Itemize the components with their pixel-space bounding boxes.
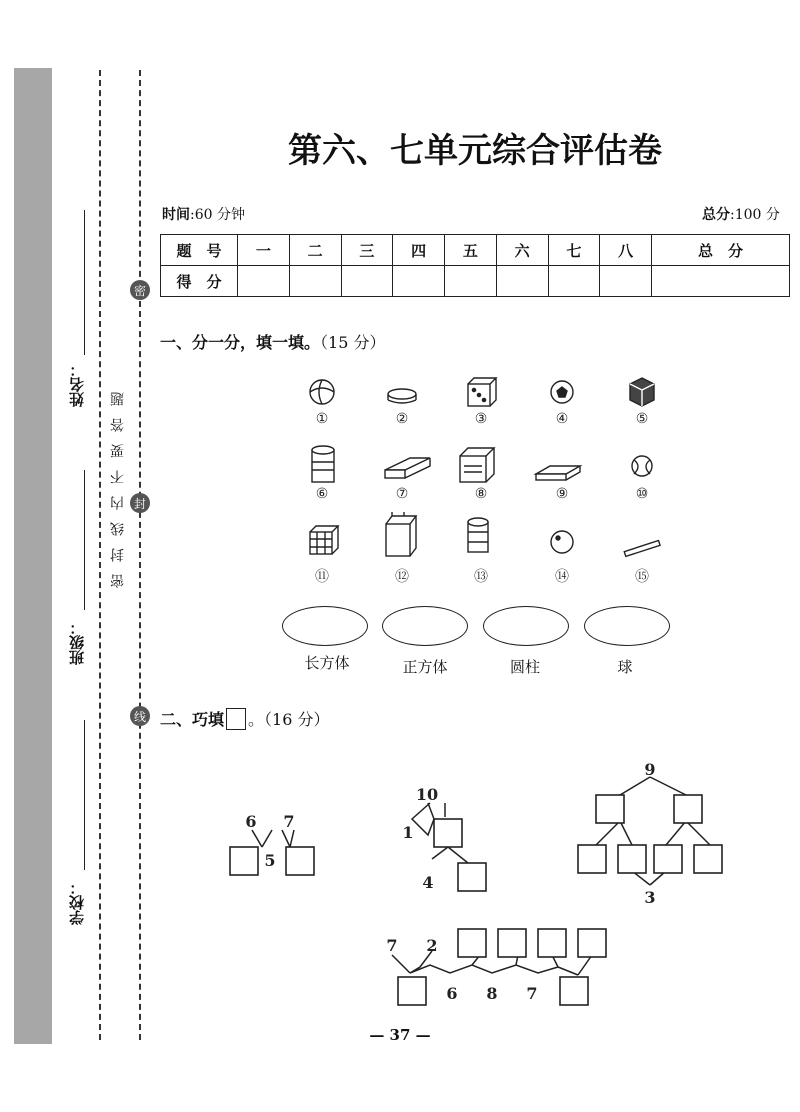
category-label: 圆柱: [509, 658, 540, 676]
answer-box[interactable]: [618, 845, 646, 873]
total-info: [702, 204, 780, 224]
score-row-label: 得 分: [161, 266, 238, 297]
item-number: ①: [315, 411, 329, 427]
item-number: ⑩: [635, 486, 649, 502]
coin-icon: [388, 389, 416, 403]
header-cell: 六: [496, 235, 548, 266]
header-cell: 题 号: [161, 235, 238, 266]
header-cell: 总 分: [652, 235, 790, 266]
chain-number: 2: [426, 936, 438, 955]
answer-box[interactable]: [654, 845, 682, 873]
total-label: 总分: [702, 207, 730, 223]
score-row: [161, 266, 790, 297]
cut-line-inner: [139, 70, 141, 1040]
can-icon: [312, 446, 334, 482]
school-label: 学校：: [68, 880, 86, 925]
score-cell[interactable]: [393, 266, 445, 297]
tree-number: 3: [644, 888, 656, 907]
magic-cube-icon: [630, 378, 654, 406]
answer-ellipse-cylinder[interactable]: [483, 606, 569, 646]
box-symbol: [226, 708, 246, 730]
section1-title: 一、分一分，填一填。: [160, 333, 321, 352]
tree-number: 4: [422, 873, 434, 892]
score-cell[interactable]: [445, 266, 497, 297]
eraser-icon: [385, 458, 430, 478]
category-label: 球: [617, 658, 633, 676]
header-cell: 八: [600, 235, 652, 266]
item-number: ⑥: [315, 486, 329, 502]
item-number: ⑭: [555, 569, 569, 585]
score-table: [160, 234, 790, 297]
page-number: — 37 —: [369, 1026, 431, 1044]
cube-box-icon: [460, 448, 494, 482]
answer-ellipse-cube[interactable]: [382, 606, 468, 646]
page-title: 第六、七单元综合评估卷: [288, 131, 662, 171]
header-cell: 七: [548, 235, 600, 266]
score-cell[interactable]: [341, 266, 393, 297]
tree-number: 10: [415, 785, 439, 804]
answer-box[interactable]: [538, 929, 566, 957]
chain-number: 6: [446, 984, 458, 1003]
answer-box[interactable]: [434, 819, 462, 847]
number-trees: [220, 755, 740, 1015]
answer-box[interactable]: [694, 845, 722, 873]
section1-points: （15 分）: [320, 333, 386, 352]
score-cell[interactable]: [238, 266, 290, 297]
time-info: [162, 204, 245, 224]
section2-points: 。（16 分）: [248, 710, 330, 729]
category-label: 长方体: [304, 654, 350, 672]
tin-can-icon: [468, 518, 488, 552]
score-cell[interactable]: [289, 266, 341, 297]
section2-title: 二、巧填: [160, 710, 225, 729]
item-number: ⑮: [635, 569, 649, 585]
chain-number: 7: [526, 984, 538, 1003]
tree-number: 7: [283, 812, 295, 831]
answer-box[interactable]: [578, 929, 606, 957]
open-box-icon: [386, 512, 416, 556]
answer-box[interactable]: [674, 795, 702, 823]
chain-number: 7: [386, 936, 398, 955]
ball-icon: [551, 531, 573, 553]
soccer-ball-icon: [551, 381, 573, 403]
rubik-cube-icon: [310, 526, 338, 554]
class-field[interactable]: [84, 470, 85, 610]
answer-box[interactable]: [578, 845, 606, 873]
item-number: ④: [555, 411, 569, 427]
answer-box[interactable]: [596, 795, 624, 823]
answer-box[interactable]: [458, 929, 486, 957]
header-cell: 四: [393, 235, 445, 266]
tree-number: 1: [402, 823, 414, 842]
item-number: ⑫: [395, 569, 409, 585]
answer-box[interactable]: [560, 977, 588, 1005]
section2-heading: [160, 707, 329, 730]
score-cell[interactable]: [496, 266, 548, 297]
shapes-figure: [280, 370, 680, 600]
name-label: 姓名：: [68, 362, 86, 407]
answer-ellipse-sphere[interactable]: [584, 606, 670, 646]
seal-feng: 封: [130, 493, 150, 513]
chain-number: 8: [486, 984, 498, 1003]
cut-line-outer: [99, 70, 101, 1040]
header-cell: 二: [289, 235, 341, 266]
header-cell: 一: [238, 235, 290, 266]
tennis-ball-icon: [632, 456, 652, 476]
seal-mi: 密: [130, 280, 150, 300]
answer-box[interactable]: [230, 847, 258, 875]
binding-strip: [14, 68, 52, 1044]
time-label: 时间: [162, 207, 190, 223]
item-number: ⑤: [635, 411, 649, 427]
answer-ellipse-cuboid[interactable]: [282, 606, 368, 646]
score-cell[interactable]: [600, 266, 652, 297]
item-number: ⑦: [395, 486, 409, 502]
time-value: :60 分钟: [190, 207, 245, 223]
seal-notice: 密封线内不要答题: [110, 380, 126, 588]
category-label: 正方体: [402, 658, 448, 676]
header-cell: 三: [341, 235, 393, 266]
name-field[interactable]: [84, 210, 85, 355]
answer-box[interactable]: [286, 847, 314, 875]
school-field[interactable]: [84, 720, 85, 870]
score-header-row: [161, 235, 790, 266]
class-label: 班级：: [68, 620, 86, 665]
flute-icon: [624, 541, 660, 557]
score-cell[interactable]: [652, 266, 790, 297]
seal-xian: 线: [130, 706, 150, 726]
item-number: ②: [395, 411, 409, 427]
pencil-case-icon: [536, 466, 580, 480]
answer-box[interactable]: [498, 929, 526, 957]
header-cell: 五: [445, 235, 497, 266]
tree-number: 6: [245, 812, 257, 831]
dice-icon: [468, 378, 496, 406]
item-number: ⑧: [474, 486, 488, 502]
section1-heading: [160, 330, 385, 353]
volleyball-icon: [310, 380, 334, 404]
item-number: ⑬: [474, 569, 488, 585]
answer-box[interactable]: [398, 977, 426, 1005]
item-number: ③: [474, 411, 488, 427]
tree-number: 9: [644, 760, 656, 779]
item-number: ⑨: [555, 486, 569, 502]
answer-box[interactable]: [458, 863, 486, 891]
total-value: :100 分: [730, 207, 780, 223]
item-number: ⑪: [315, 569, 329, 585]
score-cell[interactable]: [548, 266, 600, 297]
tree-number: 5: [264, 851, 276, 870]
